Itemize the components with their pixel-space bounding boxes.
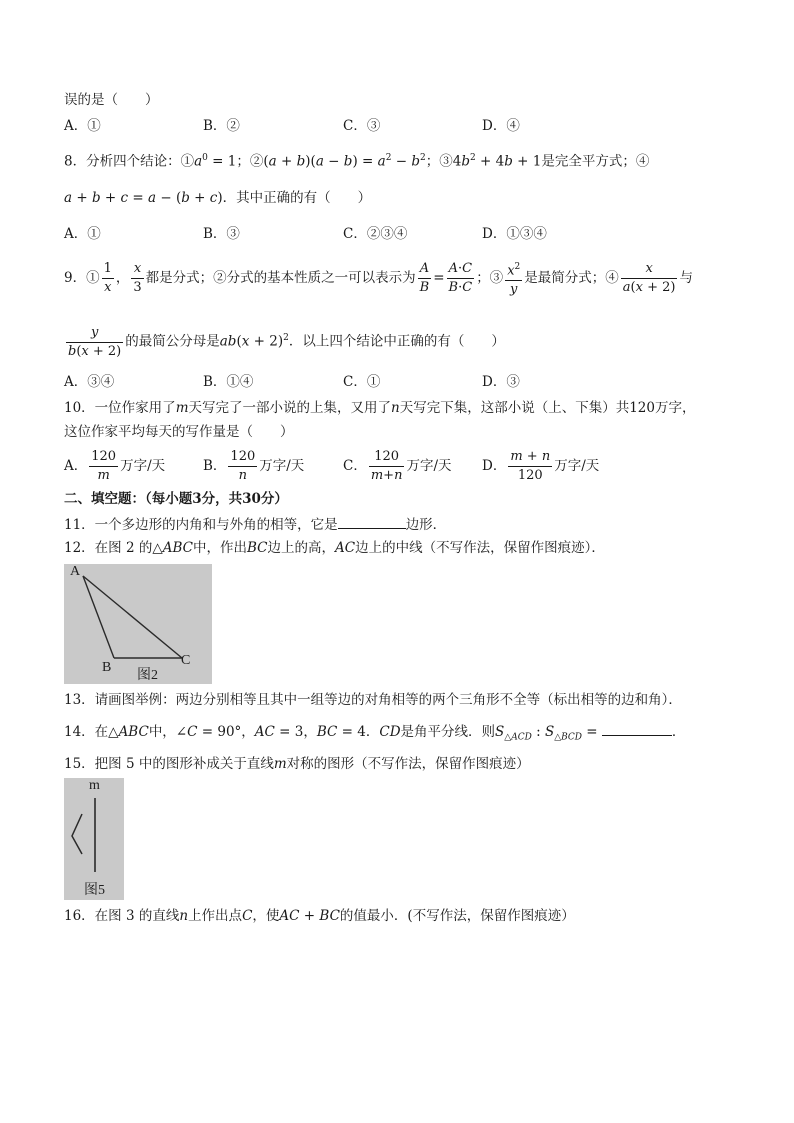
figure-2-triangle <box>64 564 212 684</box>
q9-option-b: B．①④ <box>203 374 254 390</box>
q8-line1: 8．分析四个结论：$①a^0 = 1$；②(a + $b)(a - b) = a^2 - b^2$；$③4b^2 + 4b + 1$是完全平方式；④ <box>64 153 650 170</box>
q7-option-c: C．③ <box>343 118 381 134</box>
q9-option-c: C．① <box>343 374 381 390</box>
q10-option-a: A． $\frac{120}{m}$ 万字/天 <box>64 449 166 483</box>
figure-2-caption: 图2 <box>137 668 158 683</box>
q9-line1: 9．① $\frac{1}{x}$ ， $\frac{x}{3}$ 都是分式；②分式的基本性质之一可以表示为 $\frac{A}{B}$ = $\frac{A\cdot C}{B\cdot C}$ ；③ $\frac{x^2}{y}$ 是最简分式；④ $\frac{x}{a(x + 2)}$ 与 <box>64 258 693 299</box>
q14: 14．在△ABC中，∠C = 90°，AC = 3，BC = 4．CD是角平分线．则$S_{\triangle ACD}$ : $S_{\triangle BCD}$ = ． <box>64 721 685 748</box>
q7-tail: 误的是（ ） <box>64 92 159 108</box>
vertex-b-label: B <box>102 660 112 675</box>
q10-line1: 10．一位作家用了m天写完了一部小说的上集，又用了n天写完下集，这部小说（上、下集）共120万字， <box>64 400 696 416</box>
q15: 15．把图 5 中的图形补成关于直线m对称的图形（不写作法，保留作图痕迹） <box>64 756 530 772</box>
q13: 13．请画图举例：两边分别相等且其中一组等边的对角相等的两个三角形不全等（标出相等的边和角）． <box>64 692 682 708</box>
q10-line2: 这位作家平均每天的写作量是（ ） <box>64 424 294 440</box>
q14-answer-blank[interactable] <box>602 721 672 736</box>
figure-5-symmetry <box>64 778 124 900</box>
vertex-c-label: C <box>181 653 191 668</box>
q8-option-b: B．③ <box>203 226 240 242</box>
section-title-fill-in: 二、填空题：（每小题3分，共30分） <box>64 491 288 507</box>
given-shape <box>72 814 82 854</box>
q8-option-a: A．① <box>64 226 101 242</box>
q9-line2: $\frac{y}{b(x + 2)}$ 的最简公分母是$ab(x + 2)^2$．以上四个结论中正确的有（ ） <box>68 324 505 359</box>
vertex-a-label: A <box>70 564 81 579</box>
q10-option-d: D． $\frac{m + n}{120}$ 万字/天 <box>482 449 600 483</box>
axis-m-label: m <box>89 778 100 793</box>
q9-option-a: A．③④ <box>64 374 115 390</box>
q7-option-a: A．① <box>64 118 101 134</box>
q11-answer-blank[interactable] <box>338 514 406 529</box>
figure-5-caption: 图5 <box>84 883 105 898</box>
q11: 11．一个多边形的内角和与外角的相等，它是 边形． <box>64 514 446 535</box>
q12: 12．在图 2 的△ABC中，作出BC边上的高，AC边上的中线（不写作法，保留作图痕迹）． <box>64 540 605 556</box>
q8-option-d: D．①③④ <box>482 226 547 242</box>
q7-option-d: D．④ <box>482 118 520 134</box>
q10-option-c: C． $\frac{120}{m+n}$ 万字/天 <box>343 449 452 483</box>
q9-option-d: D．③ <box>482 374 520 390</box>
q8-option-c: C．②③④ <box>343 226 408 242</box>
q10-option-b: B． $\frac{120}{n}$ 万字/天 <box>203 449 305 483</box>
q8-line2: a + b + c = a − (b + c)．其中正确的有（ ） <box>64 190 372 206</box>
q16: 16．在图 3 的直线n上作出点C，使AC + BC的值最小．(不写作法，保留作图痕迹） <box>64 908 575 924</box>
q7-option-b: B．② <box>203 118 240 134</box>
